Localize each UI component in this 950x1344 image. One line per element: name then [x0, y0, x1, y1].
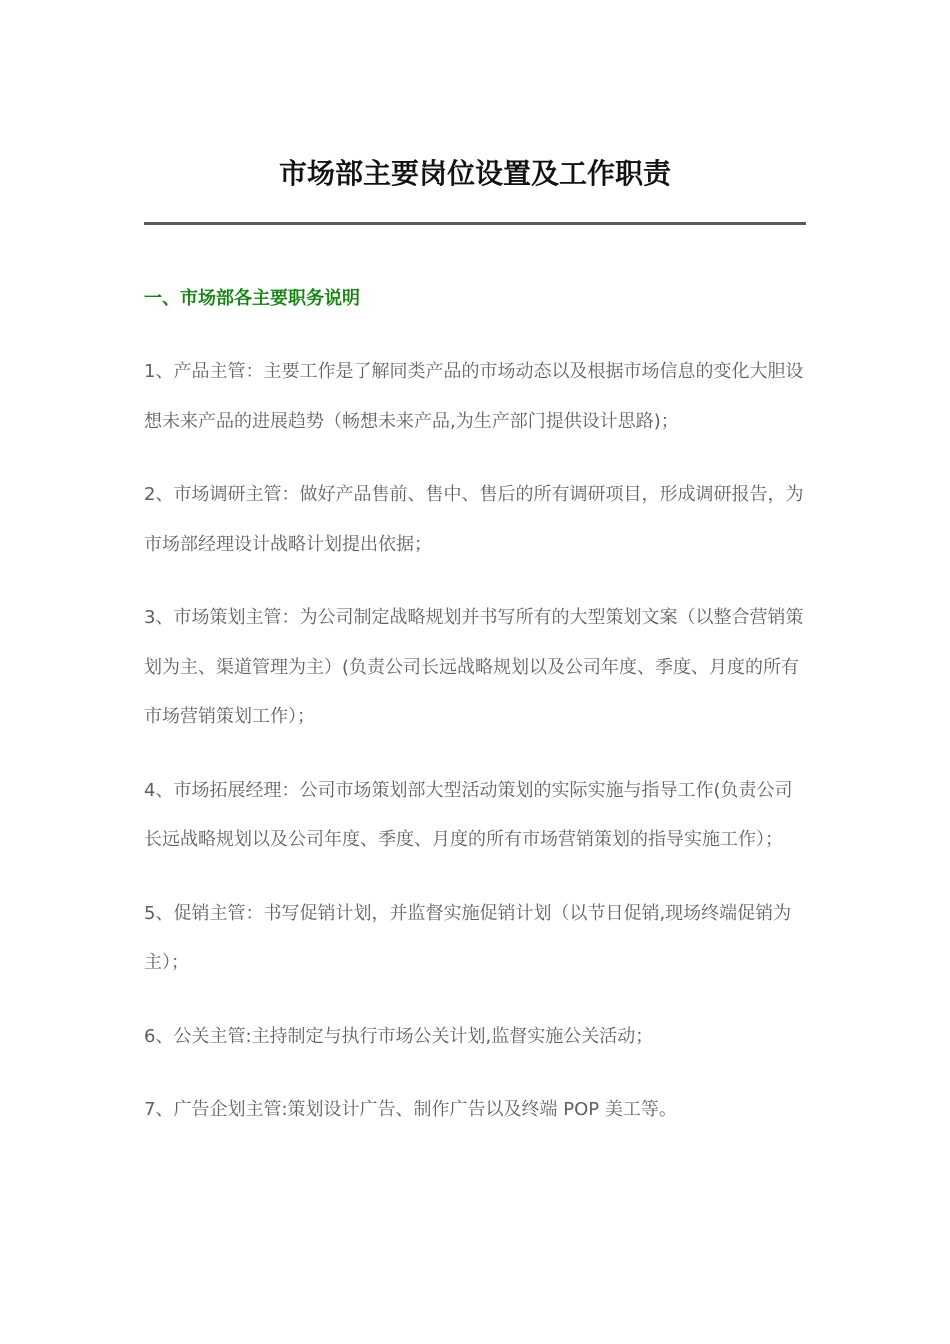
- duty-item-2: 2、市场调研主管：做好产品售前、售中、售后的所有调研项目，形成调研报告，为市场部经理设计战略计划提出依据；: [144, 484, 804, 555]
- duty-list: [144, 347, 804, 1159]
- duty-item-4: 4、市场拓展经理：公司市场策划部大型活动策划的实际实施与指导工作(负责公司长远战略规划以及公司年度、季度、月度的所有市场营销策划的指导实施工作）；: [144, 779, 793, 850]
- duty-item-5: 5、促销主管：书写促销计划，并监督实施促销计划（以节日促销,现场终端促销为主）；: [144, 902, 792, 973]
- duty-item-3: 3、市场策划主管：为公司制定战略规划并书写所有的大型策划文案（以整合营销策划为主、渠道管理为主）(负责公司长远战略规划以及公司年度、季度、月度的所有市场营销策划工作）；: [144, 607, 804, 727]
- duty-item-7: 7、广告企划主管:策划设计广告、制作广告以及终端 POP 美工等。: [144, 1099, 677, 1120]
- duty-item-1: 1、产品主管：主要工作是了解同类产品的市场动态以及根据市场信息的变化大胆设想未来产品的进展趋势（畅想未来产品,为生产部门提供设计思路)；: [144, 361, 804, 432]
- section-heading: 一、市场部各主要职务说明: [144, 288, 360, 309]
- duty-item-6: 6、公关主管:主持制定与执行市场公关计划,监督实施公关活动；: [144, 1025, 654, 1047]
- title-divider: [144, 222, 806, 225]
- document-title: 市场部主要岗位设置及工作职责: [278, 157, 671, 190]
